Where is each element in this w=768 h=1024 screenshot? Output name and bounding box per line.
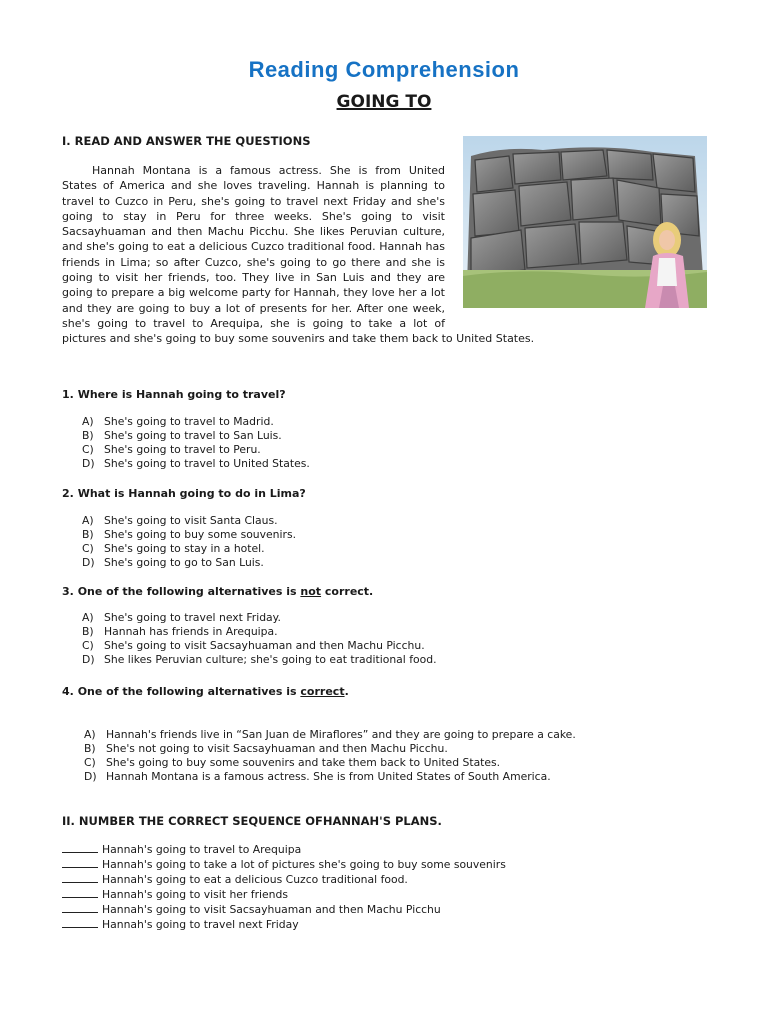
passage-line: States of America and she loves traveling. Hannah is planning to	[62, 179, 445, 193]
answer-blank[interactable]	[62, 843, 98, 853]
passage-line: pictures and she's going to buy some souvenirs and take them back to United States.	[62, 332, 535, 346]
option-d	[82, 653, 437, 667]
option-a	[82, 514, 296, 528]
question-text: What is Hannah going to do in Lima?	[77, 487, 306, 500]
option-c	[82, 542, 296, 556]
question-keyword: correct	[300, 685, 345, 698]
option-text: She's going to buy some souvenirs.	[104, 528, 297, 541]
answer-blank[interactable]	[62, 903, 98, 913]
sequence-item-text: Hannah's going to take a lot of pictures she's going to buy some souvenirs	[102, 857, 506, 871]
passage-line-text: Hannah Montana is a famous actress. She is from United	[92, 164, 445, 177]
answer-blank[interactable]	[62, 873, 98, 883]
option-letter: B)	[82, 429, 94, 442]
answer-blank[interactable]	[62, 858, 98, 868]
option-text: She's going to travel to Peru.	[104, 443, 261, 456]
option-a	[82, 611, 437, 625]
question-number: 3.	[62, 585, 74, 598]
passage-line: and they are going to buy a lot of presents for her. After one week,	[62, 301, 445, 315]
option-letter: D)	[82, 653, 95, 666]
sequence-list	[62, 843, 506, 932]
question-2-options	[82, 514, 296, 570]
sequence-item-text: Hannah's going to visit her friends	[102, 887, 289, 901]
option-a	[84, 728, 576, 742]
option-letter: A)	[82, 415, 94, 428]
option-text: She's going to travel to Madrid.	[104, 415, 274, 428]
option-a	[82, 415, 310, 429]
option-text: Hannah's friends live in “San Juan de Miraflores” and they are going to prepare a cake.	[106, 728, 576, 741]
sequence-item-text: Hannah's going to eat a delicious Cuzco traditional food.	[102, 872, 408, 886]
sequence-item-text: Hannah's going to travel to Arequipa	[102, 843, 302, 856]
option-c	[82, 443, 310, 457]
option-text: She's going to travel to San Luis.	[104, 429, 282, 442]
question-3-options	[82, 611, 437, 667]
option-text: She likes Peruvian culture; she's going to eat traditional food.	[104, 653, 437, 666]
sequence-item	[62, 918, 506, 933]
question-number: 2.	[62, 487, 74, 500]
section2-heading: II. NUMBER THE CORRECT SEQUENCE OFHANNAH'S PLANS.	[62, 814, 442, 828]
option-c	[84, 756, 576, 770]
question-1-options	[82, 415, 310, 471]
option-text: She's going to visit Santa Claus.	[104, 514, 278, 527]
option-d	[82, 457, 310, 471]
option-letter: D)	[82, 457, 95, 470]
passage-line: she's going to travel to Arequipa, she is going to take a lot of	[62, 316, 445, 330]
question-1	[62, 388, 286, 401]
question-text: Where is Hannah going to travel?	[77, 388, 286, 401]
sequence-item	[62, 873, 506, 888]
sequence-item	[62, 888, 506, 903]
option-letter: B)	[84, 742, 96, 755]
question-3	[62, 585, 373, 598]
question-text-after: .	[344, 685, 349, 698]
sequence-item	[62, 843, 506, 858]
sequence-item-text: Hannah's going to travel next Friday	[102, 917, 299, 931]
option-b	[84, 742, 576, 756]
option-text: She's going to travel next Friday.	[104, 611, 281, 624]
option-letter: C)	[82, 639, 94, 652]
option-letter: A)	[84, 728, 96, 741]
passage-line: Sacsayhuaman and then Machu Picchu. She likes Peruvian culture,	[62, 225, 445, 239]
page-title: Reading Comprehension	[248, 57, 520, 82]
subtitle-text: GOING TO	[336, 92, 432, 112]
option-d	[82, 556, 296, 570]
passage-line: travel to Cuzco in Peru, she's going to travel next Friday and she's	[62, 194, 445, 208]
answer-blank[interactable]	[62, 918, 98, 928]
option-letter: B)	[82, 528, 94, 541]
option-b	[82, 528, 296, 542]
question-text-after: correct.	[321, 585, 374, 598]
question-4-options	[84, 728, 576, 784]
sequence-item-text: Hannah's going to visit Sacsayhuaman and then Machu Picchu	[102, 902, 441, 916]
answer-blank[interactable]	[62, 888, 98, 898]
option-letter: C)	[84, 756, 96, 769]
option-text: She's not going to visit Sacsayhuaman and then Machu Picchu.	[106, 742, 448, 755]
section1-heading: I. READ AND ANSWER THE QUESTIONS	[62, 134, 311, 148]
option-d	[84, 770, 576, 784]
option-letter: D)	[84, 770, 97, 783]
option-text: She's going to stay in a hotel.	[104, 542, 265, 555]
option-letter: C)	[82, 542, 94, 555]
question-4	[62, 685, 349, 698]
option-b	[82, 625, 437, 639]
passage-line: friends in Lima; so after Cuzco, she's going to go there and she is	[62, 255, 445, 269]
question-2	[62, 487, 306, 500]
option-letter: A)	[82, 611, 94, 624]
passage-line: going to prepare a big welcome party for Hannah, they love her a lot	[62, 286, 445, 300]
question-keyword: not	[300, 585, 322, 598]
sequence-item	[62, 858, 506, 873]
option-b	[82, 429, 310, 443]
passage-line: going to stay in Peru for three weeks. She's going to visit	[62, 209, 445, 223]
option-letter: C)	[82, 443, 94, 456]
question-number: 1.	[62, 388, 74, 401]
reading-passage	[62, 163, 545, 347]
option-letter: D)	[82, 556, 95, 569]
question-text-before: One of the following alternatives is	[77, 685, 301, 698]
passage-line	[62, 163, 445, 178]
question-text-before: One of the following alternatives is	[77, 585, 301, 598]
passage-line: going to visit her friends, too. They live in San Luis and they are	[62, 271, 445, 285]
passage-line: and she's going to eat a delicious Cuzco traditional food. Hannah has	[62, 240, 445, 254]
sequence-item	[62, 903, 506, 918]
option-c	[82, 639, 437, 653]
option-letter: A)	[82, 514, 94, 527]
question-number: 4.	[62, 685, 74, 698]
option-text: She's going to go to San Luis.	[104, 556, 264, 569]
page-subtitle	[0, 92, 768, 112]
option-text: Hannah has friends in Arequipa.	[104, 625, 278, 638]
option-text: Hannah Montana is a famous actress. She is from United States of South America.	[106, 770, 551, 783]
option-letter: B)	[82, 625, 94, 638]
option-text: She's going to travel to United States.	[104, 457, 310, 470]
option-text: She's going to buy some souvenirs and take them back to United States.	[106, 756, 501, 769]
option-text: She's going to visit Sacsayhuaman and then Machu Picchu.	[104, 639, 425, 652]
